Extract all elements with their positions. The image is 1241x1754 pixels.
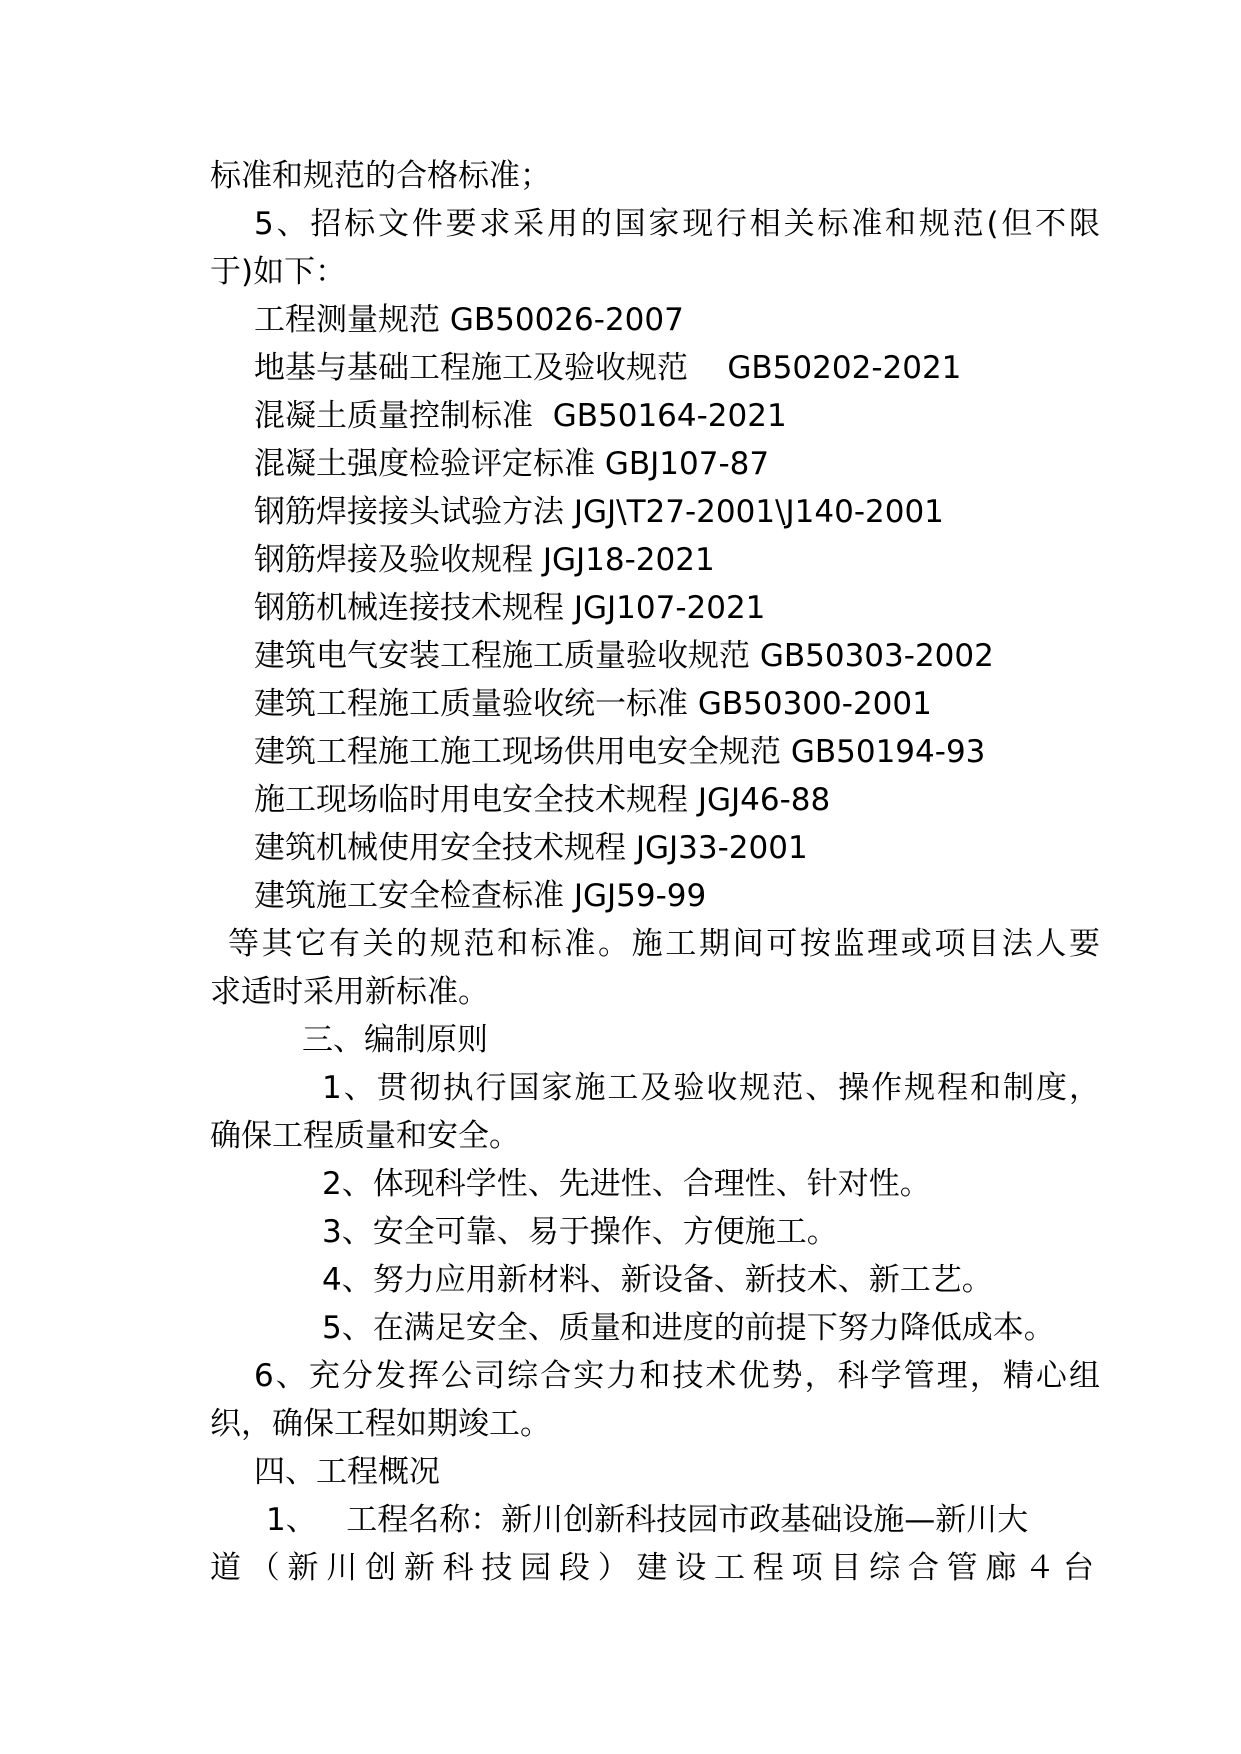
standard-item: 钢筋机械连接技术规程 JGJ107-2021 (254, 590, 766, 626)
principle-item: 3、安全可靠、易于操作、方便施工。 (322, 1214, 838, 1250)
principle-item: 1、贯彻执行国家施工及验收规范、操作规程和制度， (322, 1070, 1100, 1106)
standard-item: 施工现场临时用电安全技术规程 JGJ46-88 (254, 782, 831, 818)
principle-item: 4、努力应用新材料、新设备、新技术、新工艺。 (322, 1262, 993, 1298)
project-name-line-continued: 道（新川创新科技园段）建设工程项目综合管廊４台 (210, 1550, 1100, 1586)
text-line-adopt-new: 求适时采用新标准。 (210, 974, 489, 1010)
standard-item: 建筑机械使用安全技术规程 JGJ33-2001 (254, 830, 808, 866)
standard-item: 钢筋焊接接头试验方法 JGJ\T27-2001\J140-2001 (254, 494, 944, 530)
standard-item: 建筑电气安装工程施工质量验收规范 GB50303-2002 (254, 638, 994, 674)
text-line-as-follows: 于)如下： (210, 254, 347, 290)
section-heading-overview: 四、工程概况 (254, 1454, 440, 1490)
standard-item: 建筑工程施工施工现场供用电安全规范 GB50194-93 (254, 734, 986, 770)
section-heading-principles: 三、编制原则 (302, 1022, 488, 1058)
project-name-line: 1、 工程名称：新川创新科技园市政基础设施—新川大 (266, 1502, 1029, 1538)
text-line-other-standards: 等其它有关的规范和标准。施工期间可按监理或项目法人要 (228, 926, 1100, 962)
standard-item: 混凝土强度检验评定标准 GBJ107-87 (254, 446, 770, 482)
principle-item-continued: 织，确保工程如期竣工。 (210, 1406, 551, 1442)
text-line-standards-qualified: 标准和规范的合格标准； (210, 158, 551, 194)
text-line-item-5-intro: 5、招标文件要求采用的国家现行相关标准和规范(但不限 (254, 206, 1100, 242)
standard-item: 建筑施工安全检查标准 JGJ59-99 (254, 878, 707, 914)
standard-item: 混凝土质量控制标准 GB50164-2021 (254, 398, 787, 434)
document-body (210, 152, 1100, 1592)
standard-item: 钢筋焊接及验收规程 JGJ18-2021 (254, 542, 715, 578)
principle-item-continued: 确保工程质量和安全。 (210, 1118, 520, 1154)
principle-item: 2、体现科学性、先进性、合理性、针对性。 (322, 1166, 931, 1202)
principle-item: 5、在满足安全、质量和进度的前提下努力降低成本。 (322, 1310, 1055, 1346)
standard-item: 地基与基础工程施工及验收规范 GB50202-2021 (254, 350, 962, 386)
principle-item: 6、充分发挥公司综合实力和技术优势，科学管理，精心组 (254, 1358, 1100, 1394)
standard-item: 建筑工程施工质量验收统一标准 GB50300-2001 (254, 686, 932, 722)
standard-item: 工程测量规范 GB50026-2007 (254, 302, 684, 338)
